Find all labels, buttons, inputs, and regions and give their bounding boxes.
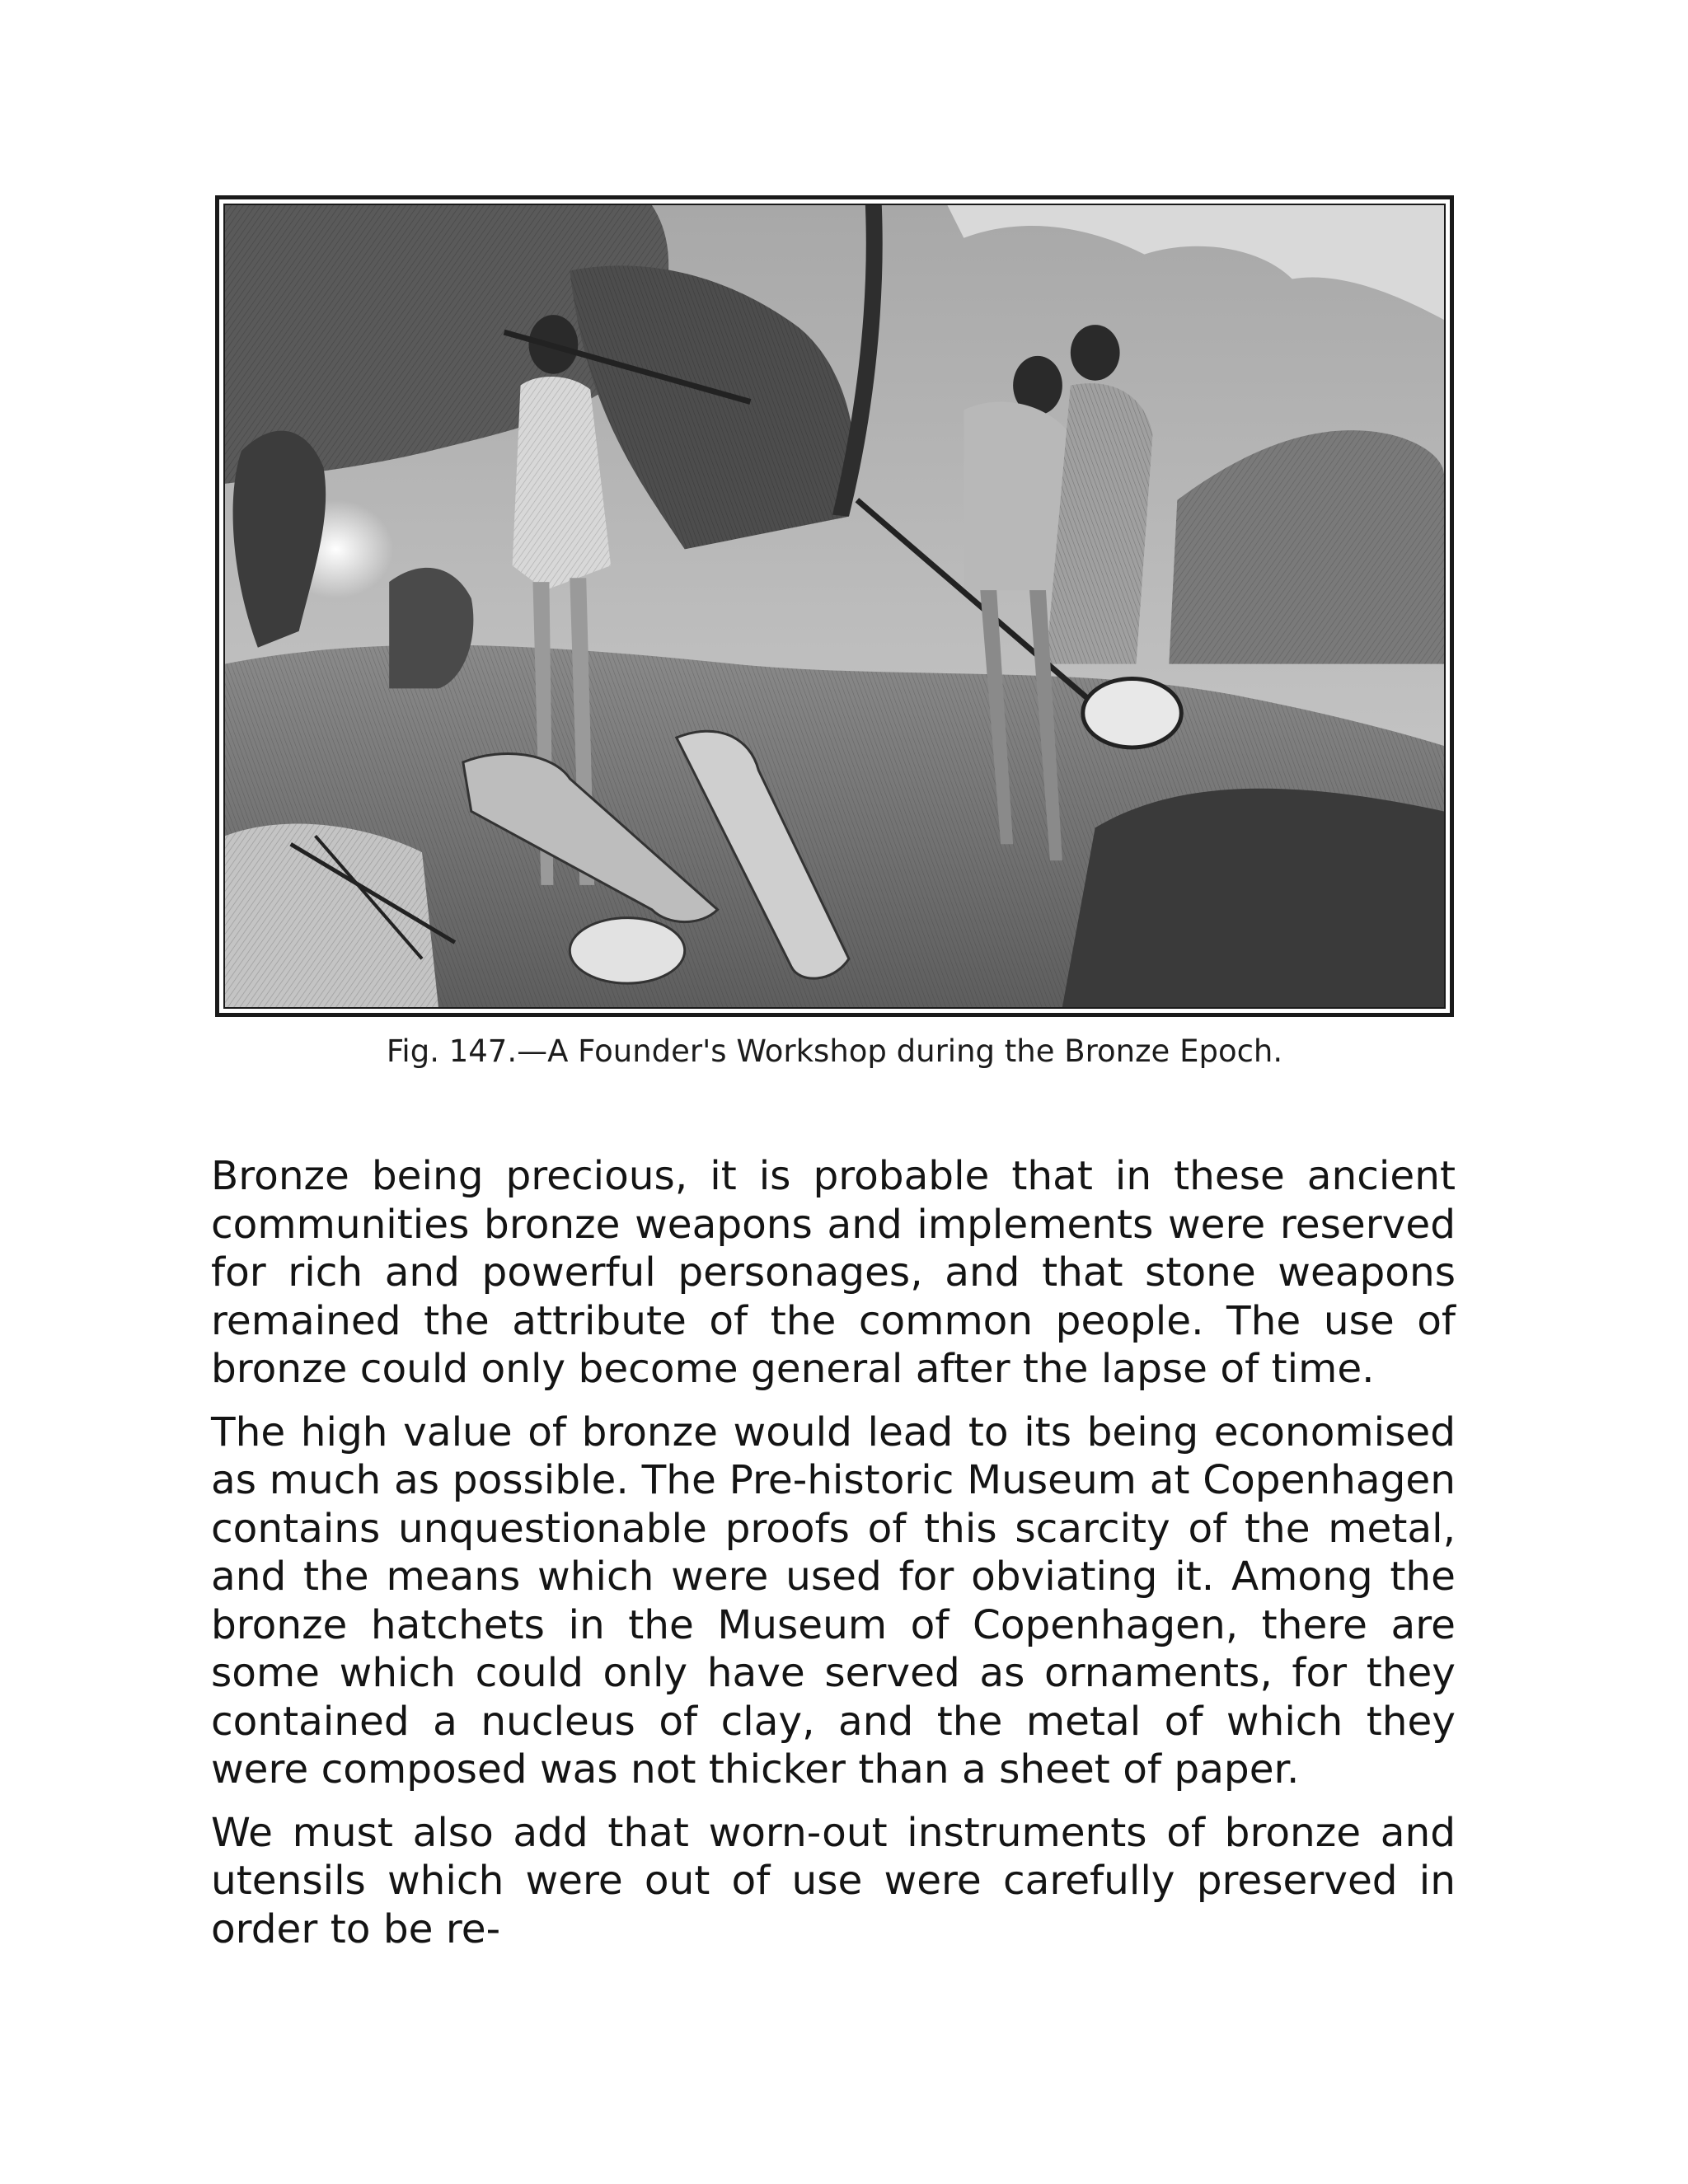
figure-image-frame (223, 204, 1446, 1009)
founders-workshop-illustration (225, 205, 1444, 1007)
body-text (211, 1152, 1456, 1968)
paragraph: The high value of bronze would lead to its being economised as much as possible. The Pre-historic Museum at Copenhagen contains unquestionable proofs of this scarcity of the metal, and the means which were used for obviating it. Among the bronze hatchets in the Museum of Copenhagen, there are some which could only have served as ornaments, for they contained a nucleus of clay, and the metal of which they were composed was not thicker than a sheet of paper. (211, 1408, 1456, 1793)
paragraph: Bronze being precious, it is probable that in these ancient communities bronze weapons and implements were reserved for rich and powerful personages, and that stone weapons remained the attribute of the common people. The use of bronze could only become general after the lapse of time. (211, 1153, 1456, 1392)
paragraph: We must also add that worn-out instruments of bronze and utensils which were out of use were carefully preserved in order to be re- (211, 1809, 1456, 1952)
figure-engraving (215, 195, 1454, 1017)
figure-caption: Fig. 147.—A Founder's Workshop during the Bronze Epoch. (386, 1033, 1283, 1069)
